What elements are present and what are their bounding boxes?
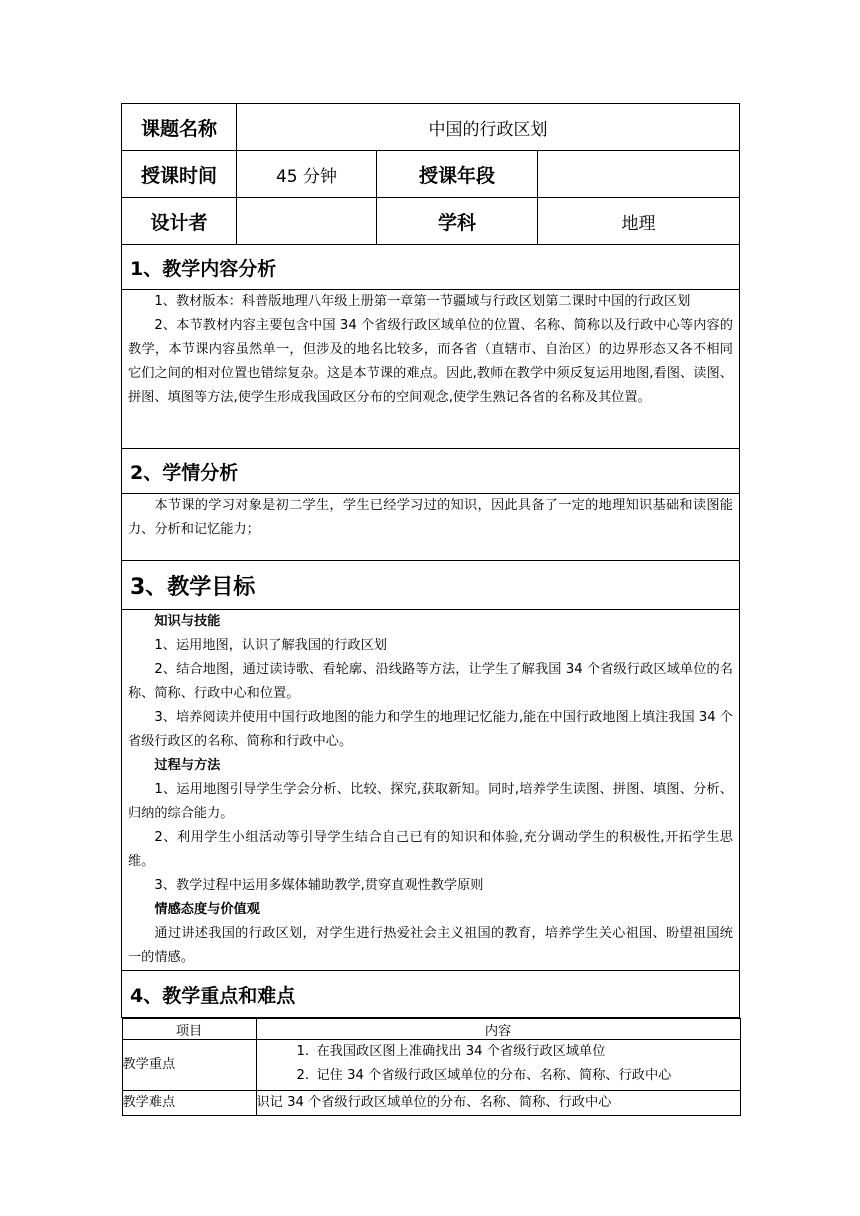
objectives-subheading: 情感态度与价值观	[154, 902, 260, 917]
keypoints-content-difficulty: 识记 34 个省级行政区域单位的分布、名称、简称、行政中心	[256, 1091, 740, 1116]
lesson-plan-table	[121, 103, 740, 1116]
objectives-item: 1、运用地图，认识了解我国的行政区划	[154, 638, 387, 653]
objectives-subheading: 知识与技能	[154, 614, 221, 629]
time-value: 45 分钟	[237, 151, 377, 198]
table-row	[122, 1091, 740, 1116]
lesson-plan-document	[121, 103, 739, 1116]
designer-label: 设计者	[122, 198, 237, 245]
section-student-analysis-body	[122, 494, 740, 561]
keypoints-table-wrapper	[122, 1018, 740, 1117]
designer-value	[237, 198, 377, 245]
list-item: 1. 在我国政区图上准确找出 34 个省级行政区域单位	[296, 1044, 606, 1059]
focus-list	[257, 1040, 740, 1088]
grade-label: 授课年段	[377, 151, 538, 198]
keypoints-label-difficulty: 教学难点	[122, 1091, 256, 1116]
keypoints-col-item: 项目	[122, 1019, 256, 1040]
designer-row	[122, 198, 740, 245]
objectives-item: 通过讲述我国的行政区划，对学生进行热爱社会主义祖国的教育，培养学生关心祖国、盼望祖国统一的情感。	[128, 926, 733, 965]
section-objectives-body	[122, 610, 740, 971]
objectives-item: 2、结合地图，通过读诗歌、看轮廓、沿线路等方法，让学生了解我国 34 个省级行政区域单位的名称、简称、行政中心和位置。	[128, 662, 733, 701]
subject-value: 地理	[538, 198, 740, 245]
section-student-analysis-title: 2、学情分析	[122, 449, 740, 494]
section-content-analysis-body	[122, 290, 740, 449]
keypoints-content-focus	[256, 1040, 740, 1091]
keypoints-col-content: 内容	[256, 1019, 740, 1040]
grade-value	[538, 151, 740, 198]
table-row	[122, 1040, 740, 1091]
keypoints-table	[122, 1018, 741, 1116]
student-analysis-paragraph: 本节课的学习对象是初二学生，学生已经学习过的知识，因此具备了一定的地理知识基础和读图能力、分析和记忆能力；	[128, 498, 733, 537]
time-row	[122, 151, 740, 198]
objectives-item: 3、教学过程中运用多媒体辅助教学,贯穿直观性教学原则	[154, 878, 484, 893]
title-value: 中国的行政区划	[237, 104, 740, 151]
content-analysis-paragraph: 2、本节教材内容主要包含中国 34 个省级行政区域单位的位置、名称、简称以及行政中心等内容的教学，本节课内容虽然单一，但涉及的地名比较多，而各省（直辖市、自治区）的边界形态又各不相同它们之间的相对位置也错综复杂。这是本节课的难点。因此,教师在教学中须反复运用地图,看图、读图、拼图、填图等方法,使学生形成我国政区分布的空间观念,使学生熟记各省的名称及其位置。	[128, 318, 733, 405]
objectives-item: 3、培养阅读并使用中国行政地图的能力和学生的地理记忆能力,能在中国行政地图上填注我国 34 个省级行政区的名称、简称和行政中心。	[128, 710, 733, 749]
section-objectives-title: 3、教学目标	[122, 561, 740, 610]
title-row	[122, 104, 740, 151]
objectives-item: 1、运用地图引导学生学会分析、比较、探究,获取新知。同时,培养学生读图、拼图、填图、分析、归纳的综合能力。	[128, 782, 733, 821]
section-keypoints-title: 4、教学重点和难点	[122, 971, 740, 1018]
keypoints-header-row	[122, 1019, 740, 1040]
keypoints-label-focus: 教学重点	[122, 1040, 256, 1091]
objectives-item: 2、利用学生小组活动等引导学生结合自己已有的知识和体验,充分调动学生的积极性,开拓学生思维。	[128, 830, 733, 869]
objectives-subheading: 过程与方法	[154, 758, 221, 773]
section-content-analysis-title: 1、教学内容分析	[122, 245, 740, 290]
list-item: 2. 记住 34 个省级行政区域单位的分布、名称、简称、行政中心	[296, 1068, 672, 1083]
content-analysis-paragraph: 1、教材版本：科普版地理八年级上册第一章第一节疆域与行政区划第二课时中国的行政区划	[154, 294, 691, 309]
title-label: 课题名称	[122, 104, 237, 151]
time-label: 授课时间	[122, 151, 237, 198]
subject-label: 学科	[377, 198, 538, 245]
